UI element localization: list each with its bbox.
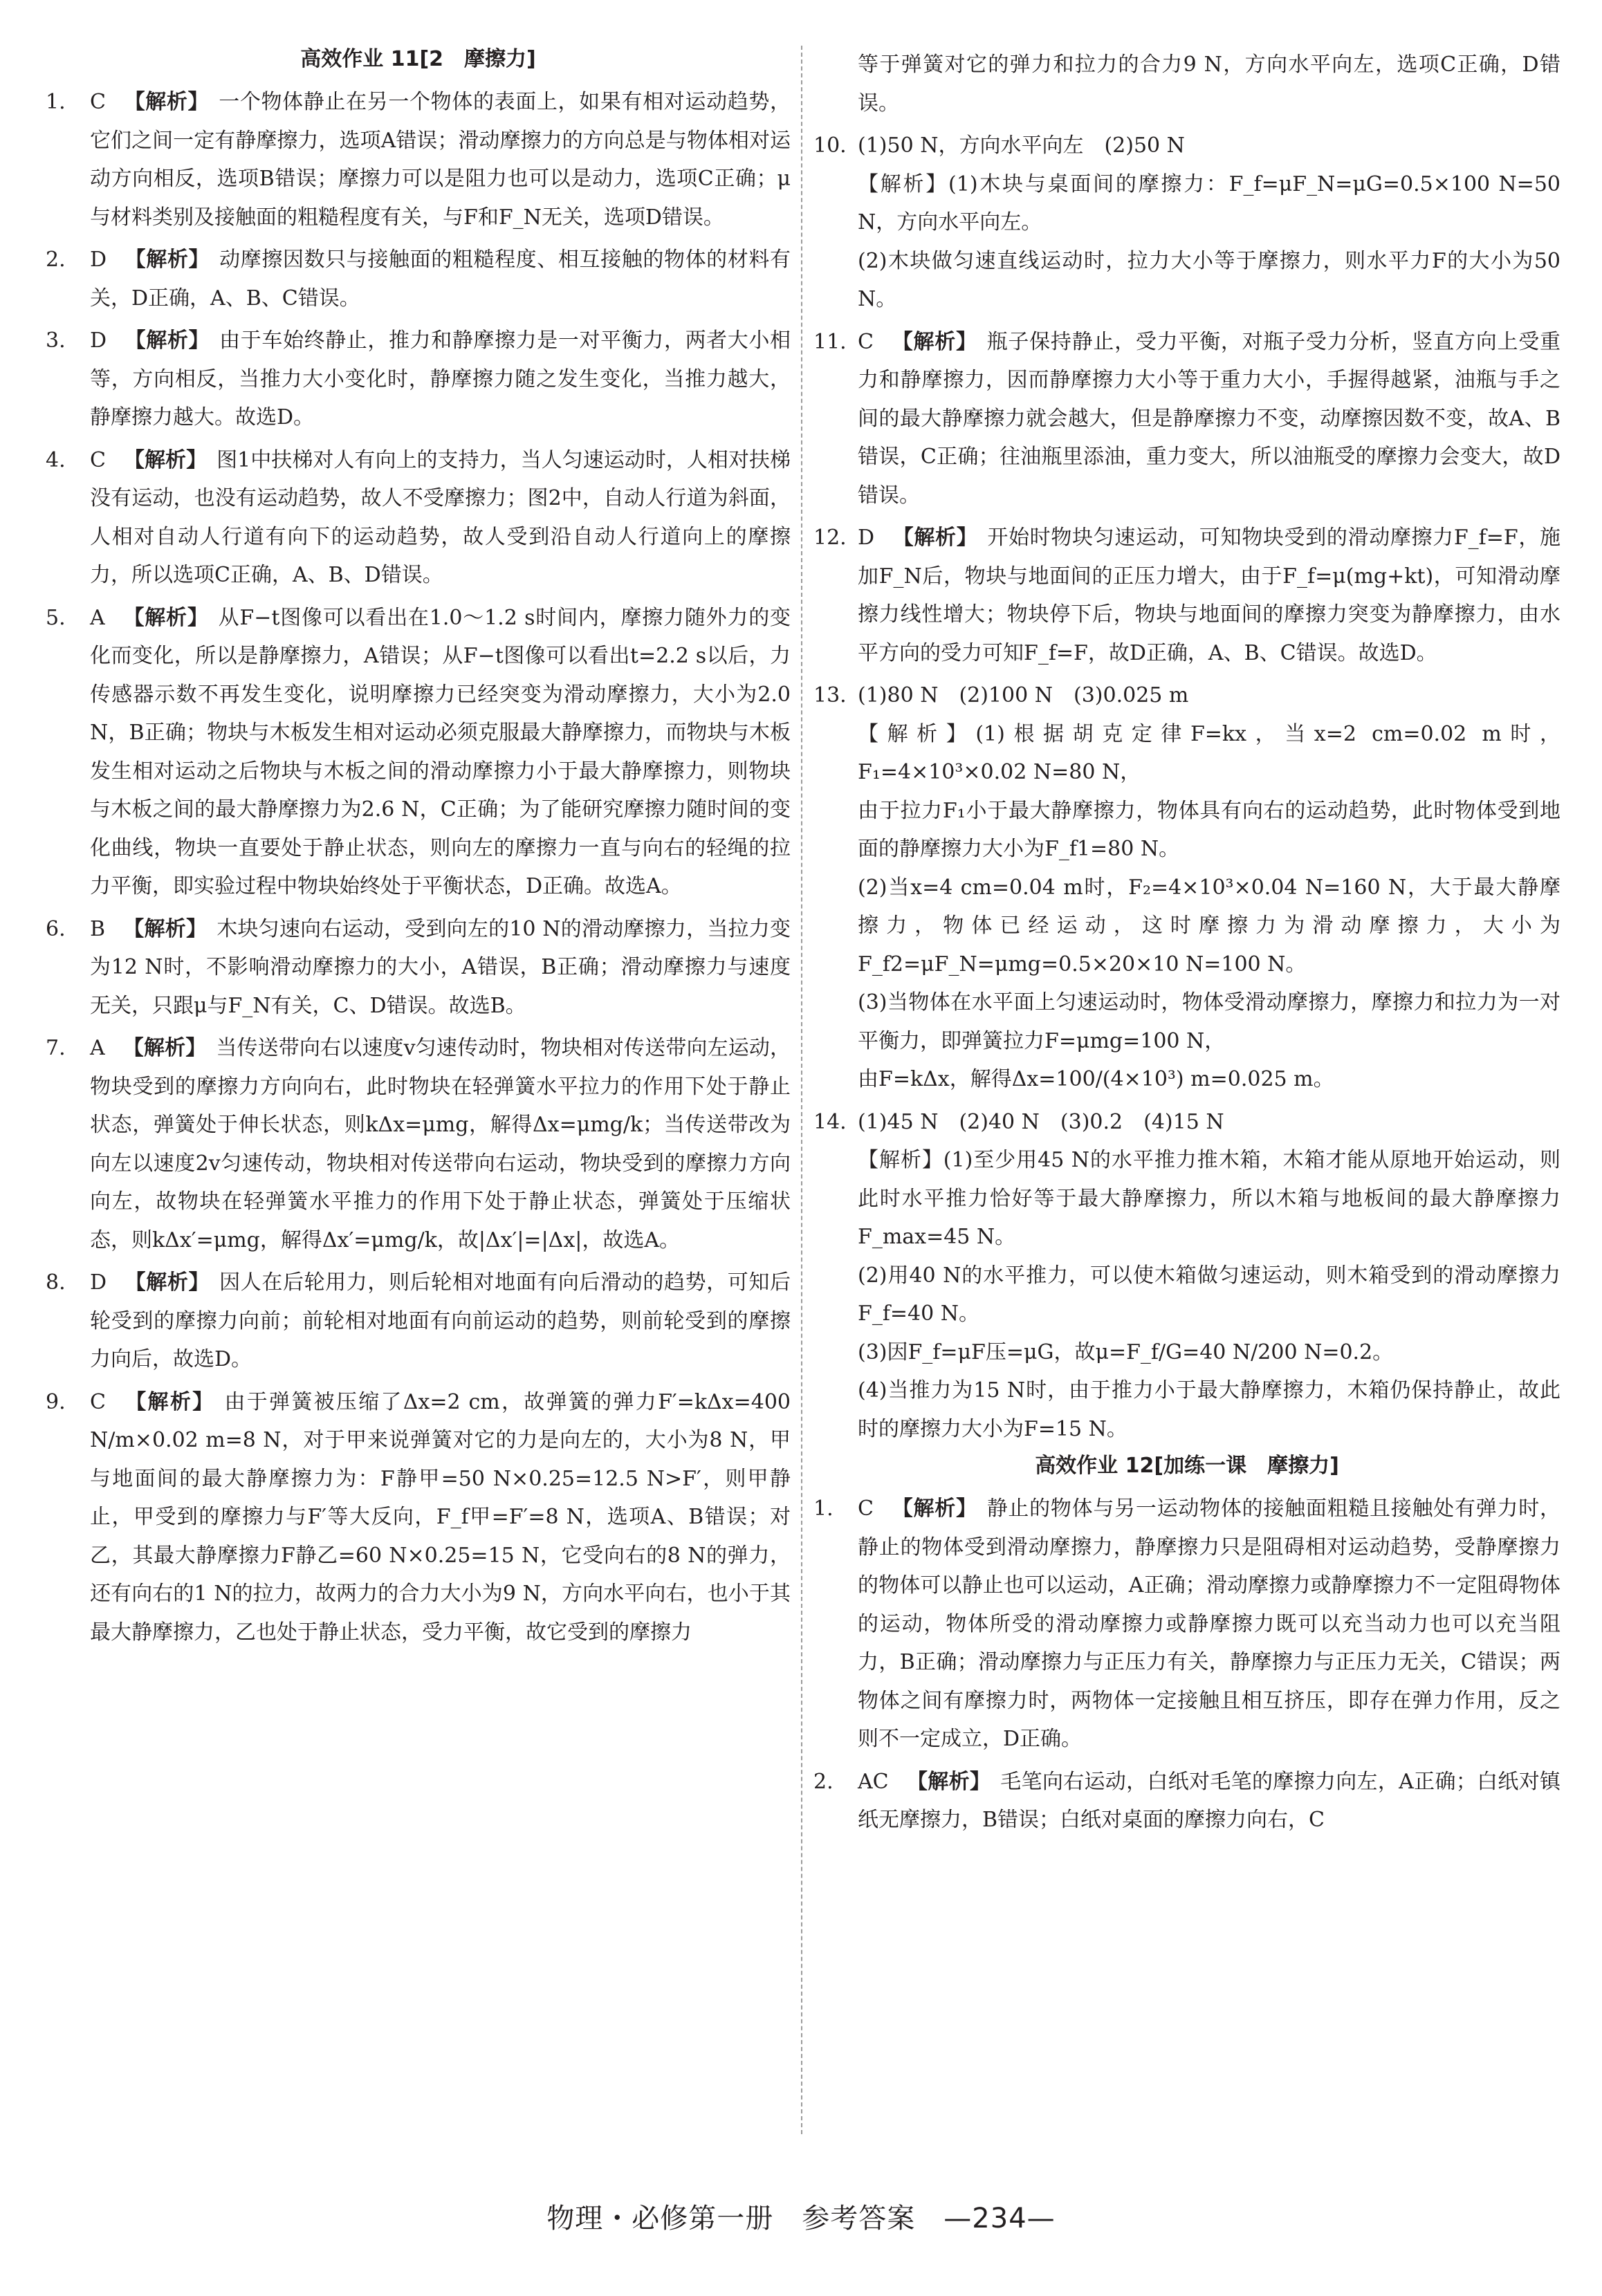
question-11 [813,323,1560,515]
analysis-tag: 【解析】 [906,1769,991,1794]
answer-body [858,1103,1560,1449]
answer-letter: C [858,1497,874,1521]
analysis-tag: 【解析】 [122,605,209,630]
continuation-text: 等于弹簧对它的弹力和拉力的合力9 N，方向水平向左，选项C正确，D错误。 [858,53,1560,115]
column-divider [801,46,802,2134]
question-number: 14. [813,1109,847,1134]
analysis-line: 由于拉力F₁小于最大静摩擦力，物体具有向右的运动趋势，此时物体受到地面的静摩擦力大小为F_f1=80 N。 [858,798,1560,861]
analysis-text: 图1中扶梯对人有向上的支持力，当人匀速运动时，人相对扶梯没有运动，也没有运动趋势，故人不受摩擦力；图2中，自动人行道为斜面，人相对自动人行道有向下的运动趋势，故人受到沿自动人行道向上的摩擦力，所以选项C正确，A、B、D错误。 [90,447,791,587]
answer-letter: C [90,90,106,114]
answer-body [90,599,791,906]
answer-body [90,1263,791,1379]
question-number: 1. [813,1497,834,1521]
analysis-line: 【解析】(1)至少用45 N的水平推力推木箱，木箱才能从原地开始运动，则此时水平推力恰好等于最大静摩擦力，所以木箱与地板间的最大静摩擦力F_max=45 N。 [858,1148,1560,1249]
question-13 [813,676,1560,1099]
answer-body [858,519,1560,672]
s2-question-1 [813,1490,1560,1759]
analysis-line: 由F=kΔx，解得Δx=100/(4×10³) m=0.025 m。 [858,1067,1334,1091]
page-footer: 物理・必修第一册 参考答案 —234— [546,2203,1056,2234]
answer-letter: D [90,248,107,272]
analysis-text: 开始时物块匀速运动，可知物块受到的滑动摩擦力F_f=F，施加F_N后，物块与地面间的正压力增大，由于F_f=μ(mg+kt)，可知滑动摩擦力线性增大；物块停下后，物块与地面间的摩擦力突变为静摩擦力，由水平方向的受力可知F_f=F，故D正确，A、B、C错误。故选D。 [858,526,1561,665]
analysis-tag: 【解析】 [123,1389,215,1414]
answer-letter: A [90,1036,105,1060]
section-title-2: 高效作业 12[加练一课 摩擦力] [1035,1454,1339,1478]
answer-body [90,83,791,237]
answer-body [858,127,1560,319]
question-9-continued [813,46,1560,122]
analysis-text: 木块匀速向右运动，受到向左的10 N的滑动摩擦力，当拉力变为12 N时，不影响滑动摩擦力的大小，A错误，B正确；滑动摩擦力与速度无关，只跟μ与F_N有关，C、D错误。故选B。 [90,916,791,1018]
question-number: 10. [813,133,847,158]
question-number: 1. [46,90,66,114]
answer-body [90,1029,791,1259]
analysis-text: 瓶子保持静止，受力平衡，对瓶子受力分析，竖直方向上受重力和静摩擦力，因而静摩擦力大小等于重力大小，手握得越紧，油瓶与手之间的最大静摩擦力就会越大，但是静摩擦力不变，动摩擦因数不变，故A、B错误，C正确；往油瓶里添油，重力变大，所以油瓶受的摩擦力会变大，故D错误。 [858,329,1561,508]
question-14 [813,1103,1560,1449]
question-10 [813,127,1560,319]
answer-summary: (1)45 N (2)40 N (3)0.2 (4)15 N [858,1109,1224,1134]
answer-body [90,1383,791,1652]
question-number: 11. [813,329,847,354]
question-number: 7. [46,1036,66,1060]
analysis-text: 由于弹簧被压缩了Δx=2 cm，故弹簧的弹力F′=kΔx=400 N/m×0.02 m=8 N，对于甲来说弹簧对它的力是向左的，大小为8 N，甲与地面间的最大静摩擦力为：F静甲=50 N×0.25=12.5 N>F′，则甲静止，甲受到的摩擦力与F′等大反向，F_f甲=F′=8 N，选项A、B错误；对乙，其最大静摩擦力F静乙=60 N×0.25=15 N，它受向右的8 N的弹力，还有向右的1 N的拉力，故两力的合力大小为9 N，方向水平向右，也小于其最大静摩擦力，乙也处于静止状态，受力平衡，故它受到的摩擦力 [90,1389,791,1645]
analysis-tag: 【解析】 [125,328,210,353]
answer-body [858,323,1560,515]
answer-letter: A [90,605,105,630]
answer-letter: D [858,526,875,550]
question-number: 4. [46,447,66,472]
analysis-line: (2)用40 N的水平推力，可以使木箱做匀速运动，则木箱受到的滑动摩擦力F_f=40 N。 [858,1263,1560,1326]
question-number: 5. [46,605,66,630]
answer-body [858,1763,1560,1840]
analysis-text: 由于车始终静止，推力和静摩擦力是一对平衡力，两者大小相等，方向相反，当推力大小变化时，静摩擦力随之发生变化，当推力越大，静摩擦力越大。故选D。 [90,328,791,429]
analysis-text: 从F−t图像可以看出在1.0～1.2 s时间内，摩擦力随外力的变化而变化，所以是静摩擦力，A错误；从F−t图像可以看出t=2.2 s以后，力传感器示数不再发生变化，说明摩擦力已经突变为滑动摩擦力，大小为2.0 N，B正确；物块与木板发生相对运动必须克服最大静摩擦力，而物块与木板发生相对运动之后物块与木板之间的滑动摩擦力小于最大静摩擦力，则物块与木板之间的最大静摩擦力为2.6 N，C正确；为了能研究摩擦力随时间的变化曲线，物块一直要处于静止状态，则向左的摩擦力一直与向右的轻绳的拉力平衡，即实验过程中物块始终处于平衡状态，D正确。故选A。 [90,605,791,898]
answer-body [90,441,791,595]
answer-summary: (1)50 N，方向水平向左 (2)50 N [858,133,1185,158]
s2-question-2 [813,1763,1560,1840]
analysis-tag: 【解析】 [123,916,208,941]
analysis-text: 一个物体静止在另一个物体的表面上，如果有相对运动趋势，它们之间一定有静摩擦力，选项A错误；滑动摩擦力的方向总是与物体相对运动方向相反，选项B错误；摩擦力可以是阻力也可以是动力，选项C正确；μ与材料类别及接触面的粗糙程度有关，与F和F_N无关，选项D错误。 [90,90,791,230]
analysis-tag: 【解析】 [123,447,208,472]
right-column [813,46,1560,1844]
analysis-text: 当传送带向右以速度v匀速传动时，物块相对传送带向左运动，物块受到的摩擦力方向向右，此时物块在轻弹簧水平拉力的作用下处于静止状态，弹簧处于伸长状态，则kΔx=μmg，解得Δx=μmg/k；当传送带改为向左以速度2v匀速传动，物块相对传送带向右运动，物块受到的摩擦力方向向左，故物块在轻弹簧水平推力的作用下处于静止状态，弹簧处于压缩状态，则kΔx′=μmg，解得Δx′=μmg/k，故|Δx′|=|Δx|，故选A。 [90,1036,791,1252]
answer-letter: C [90,447,106,472]
answer-body [90,322,791,437]
question-number: 2. [813,1769,834,1794]
analysis-line: (4)当推力为15 N时，由于推力小于最大静摩擦力，木箱仍保持静止，故此时的摩擦力大小为F=15 N。 [858,1378,1560,1441]
answer-letter: AC [858,1769,889,1794]
question-number: 9. [46,1389,66,1414]
analysis-text: 因人在后轮用力，则后轮相对地面有向后滑动的趋势，可知后轮受到的摩擦力向前；前轮相对地面有向前运动的趋势，则前轮受到的摩擦力向后，故选D。 [90,1270,791,1371]
question-12 [813,519,1560,672]
answer-letter: C [90,1389,106,1414]
answer-letter: D [90,328,107,353]
analysis-text: 动摩擦因数只与接触面的粗糙程度、相互接触的物体的材料有关，D正确，A、B、C错误。 [90,248,791,311]
question-9 [46,1383,791,1652]
analysis-line: (2)当x=4 cm=0.04 m时，F₂=4×10³×0.04 N=160 N，大于最大静摩擦力，物体已经运动，这时摩擦力为滑动摩擦力，大小为F_f2=μF_N=μmg=0.5×20×10 N=100 N。 [858,875,1560,976]
analysis-tag: 【解析】 [891,329,977,354]
analysis-line: (2)木块做匀速直线运动时，拉力大小等于摩擦力，则水平力F的大小为50 N。 [858,248,1560,311]
question-number: 2. [46,248,66,272]
question-2 [46,241,791,317]
analysis-tag: 【解析】 [891,1497,977,1521]
left-column [46,46,791,1656]
analysis-tag: 【解析】 [892,526,978,550]
analysis-tag: 【解析】 [122,1036,207,1060]
question-number: 3. [46,328,66,353]
question-4 [46,441,791,595]
analysis-line: 【解析】(1)根据胡克定律F=kx，当x=2 cm=0.02 m时，F₁=4×10³×0.02 N=80 N， [858,721,1560,784]
answer-body [90,241,791,317]
analysis-text: 静止的物体与另一运动物体的接触面粗糙且接触处有弹力时，静止的物体受到滑动摩擦力，静摩擦力只是阻碍相对运动趋势，受静摩擦力的物体可以静止也可以运动，A正确；滑动摩擦力或静摩擦力不一定阻碍物体的运动，物体所受的滑动摩擦力或静摩擦力既可以充当动力也可以充当阻力，B正确；滑动摩擦力与正压力有关，静摩擦力与正压力无关，C错误；两物体之间有摩擦力时，两物体一定接触且相互挤压，即存在弹力作用，反之则不一定成立，D正确。 [858,1497,1561,1751]
answer-letter: B [90,916,106,941]
analysis-tag: 【解析】 [123,90,210,114]
analysis-tag: 【解析】 [125,1270,210,1295]
analysis-line: 【解析】(1)木块与桌面间的摩擦力：F_f=μF_N=μG=0.5×100 N=50 N，方向水平向左。 [858,172,1560,234]
question-8 [46,1263,791,1379]
question-6 [46,910,791,1026]
question-7 [46,1029,791,1259]
question-number: 13. [813,683,847,707]
answer-body [90,910,791,1026]
section-title: 高效作业 11[2 摩擦力] [300,47,536,71]
analysis-line: (3)当物体在水平面上匀速运动时，物体受滑动摩擦力，摩擦力和拉力为一对平衡力，即弹簧拉力F=μmg=100 N， [858,990,1560,1053]
analysis-text: 毛笔向右运动，白纸对毛笔的摩擦力向左，A正确；白纸对镇纸无摩擦力，B错误；白纸对桌面的摩擦力向右，C [858,1769,1561,1832]
answer-summary: (1)80 N (2)100 N (3)0.025 m [858,683,1189,707]
answer-letter: C [858,329,874,354]
question-1 [46,83,791,237]
question-number: 6. [46,916,66,941]
question-5 [46,599,791,906]
analysis-tag: 【解析】 [125,248,210,272]
analysis-line: (3)因F_f=μF压=μG，故μ=F_f/G=40 N/200 N=0.2。 [858,1340,1394,1364]
question-number: 12. [813,526,847,550]
question-number: 8. [46,1270,66,1295]
answer-letter: D [90,1270,107,1295]
question-3 [46,322,791,437]
answer-body [858,1490,1560,1759]
answer-body [858,676,1560,1099]
